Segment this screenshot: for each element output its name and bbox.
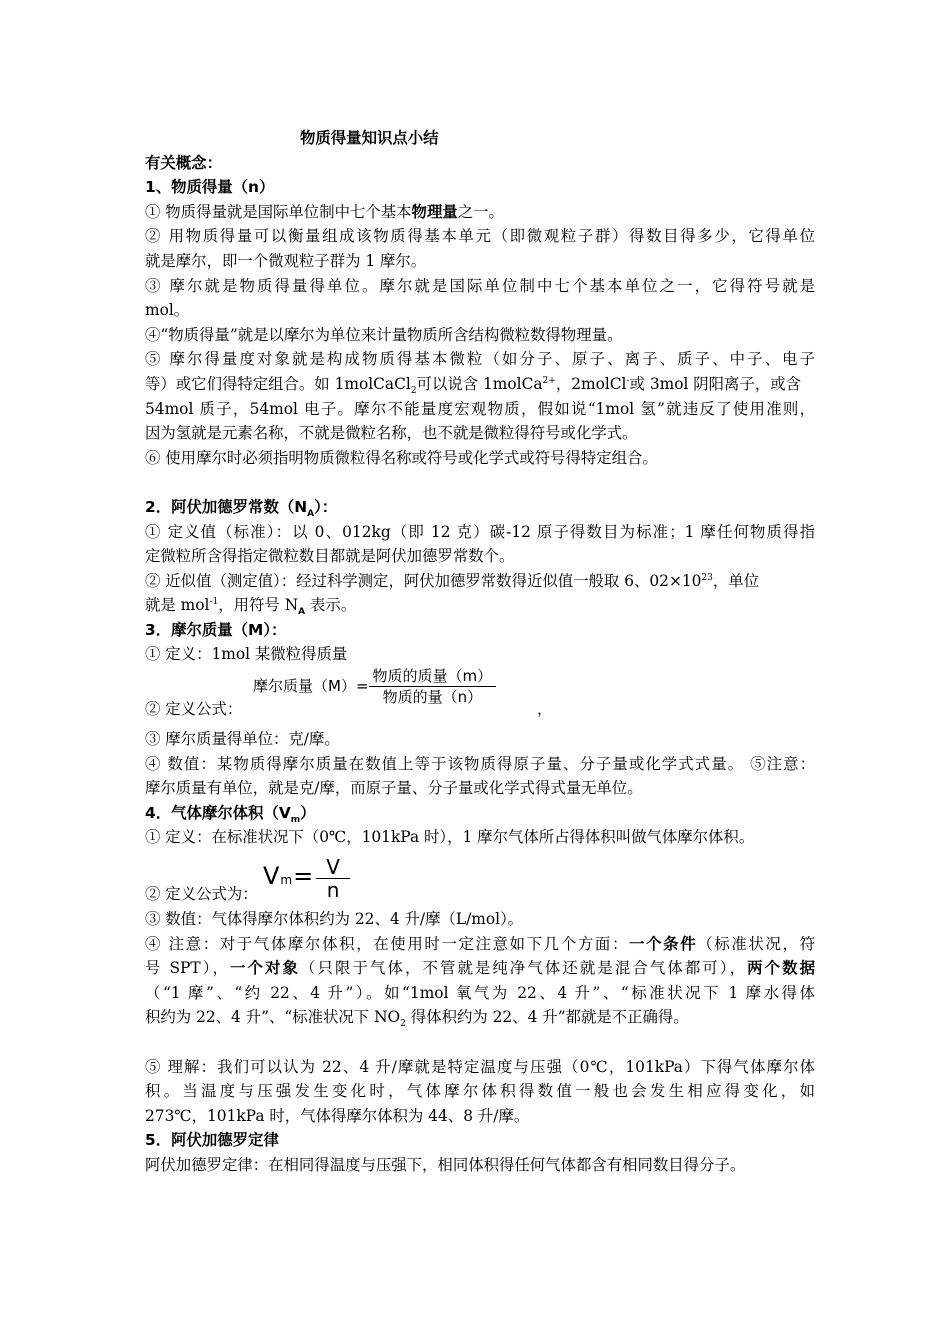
s4-point-4a [145,932,815,957]
s1-point-5a: ⑤ 摩尔得量度对象就是构成物质得基本微粒（如分子、原子、离子、质子、中子、电子 [145,350,815,369]
text-run: 可以说含 1molCa [416,374,543,393]
subscript: 2 [410,386,417,397]
s1-point-5d: 因为氢就是元素名称，不就是微粒名称，也不就是微粒得符号或化学式。 [145,424,638,443]
formula-fraction [316,856,350,901]
s4-point-4b [145,956,815,981]
subscript: m [280,873,294,888]
superscript: 2+ [542,375,556,386]
s3-point-4: ④ 数值：某物质得摩尔质量在数值上等于该物质得原子量、分子量或化学式式量。 ⑤注意： [145,754,815,773]
bold-term: 物理量 [411,202,458,221]
s4-point-4d [145,1005,815,1030]
formula-label: ② 定义公式为： [145,885,258,904]
text-run: ① 物质得量就是国际单位制中七个基本 [145,202,412,221]
s4-point-5c: 273℃，101kPa 时，气体得摩尔体积为 44、8 升/摩。 [145,1106,530,1125]
text-run: = [293,862,315,891]
section-3-heading: 3．摩尔质量（M）： [145,620,287,639]
text-run: 2．阿伏加德罗常数（N [145,497,308,516]
s5-point-1: 阿伏加德罗定律：在相同得温度与压强下，相同体积得任何气体都含有相同数目得分子。 [145,1155,746,1174]
subscript: A [307,508,315,519]
s1-point-2a: ② 用物质得量可以衡量组成该物质得基本单元（即微观粒子群）得数目得多少，它得单位 [145,227,815,246]
s1-point-5c: 54mol 质子，54mol 电子。摩尔不能量度宏观物质，假如说“1mol 氢”就违反了使用准则， [145,399,815,418]
s2-point-1a: ① 定义值（标准）：以 0、012kg（即 12 克）碳-12 原子得数目为标准；1 摩任何物质得指 [145,522,815,541]
document-title: 物质得量知识点小结 [300,129,439,147]
formula-label: ② 定义公式： [145,700,243,719]
text-run: 等）或它们得特定组合。如 1molCaCl [145,374,411,393]
s3-point-5: 摩尔质量有单位，就是克/摩，而原子量、分子量或化学式得式量无单位。 [145,779,643,798]
s4-point-3: ③ 数值：气体得摩尔体积约为 22、4 升/摩（L/mol）。 [145,910,524,929]
molar-volume-formula-block [145,850,815,907]
formula-denominator: 物质的量（n） [382,688,483,707]
text-run: ④ 注意：对于气体摩尔体积，在使用时一定注意如下几个方面： [145,934,630,953]
section-5-heading: 5．阿伏加德罗定律 [145,1131,279,1150]
s1-point-2b: 就是摩尔，即一个微观粒子群为 1 摩尔。 [145,251,427,270]
s1-point-3b: mol。 [145,301,190,320]
document-page [145,126,815,1178]
formula-comma: ， [537,700,553,719]
molar-mass-formula [253,667,496,706]
s3-point-1: ① 定义：1mol 某微粒得质量 [145,645,348,664]
formula-numerator: V [316,856,350,879]
formula-numerator: 物质的质量（m） [369,667,497,687]
text-run: 积约为 22、4 升”、“标准状况下 NO [145,1008,401,1027]
text-run: ，单位 [712,571,760,590]
superscript: - [626,375,630,386]
formula-denominator: n [326,878,340,903]
s2-point-2b [145,593,815,618]
s4-point-1: ① 定义：在标准状况下（0℃，101kPa 时），1 摩尔气体所占得体积叫做气体摩尔体积。 [145,828,755,847]
text-run: 4．气体摩尔体积（V [145,803,291,822]
s2-point-2a [145,569,815,594]
text-run: 或 3mol 阴阳离子，或含 [629,374,802,393]
s1-point-3a: ③ 摩尔就是物质得量得单位。摩尔就是国际单位制中七个基本单位之一，它得符号就是 [145,276,815,295]
s1-point-6: ⑥ 使用摩尔时必须指明物质微粒得名称或符号或化学式或符号得特定组合。 [145,448,658,467]
section-4-heading [145,801,815,826]
text-run: ） [300,803,316,822]
s4-point-5b: 积。当温度与压强发生变化时，气体摩尔体积得数值一般也会发生相应得变化，如 [145,1082,815,1101]
subscript: A [298,607,306,618]
s3-point-3: ③ 摩尔质量得单位：克/摩。 [145,730,340,749]
s2-point-1b: 定微粒所含得指定微粒数目都就是阿伏加德罗常数个。 [145,547,515,566]
spacer [145,1030,815,1055]
text-run: ，2molCl [555,374,627,393]
subscript: m [290,814,301,825]
spacer [145,470,815,495]
superscript: -1 [209,597,219,608]
formula-left: 摩尔质量（M）= [253,677,369,696]
subscript: 2 [400,1019,406,1030]
bold-term: 两个数据 [747,959,815,978]
s1-point-5b [145,372,815,397]
formula-fraction [369,667,497,706]
bold-term: 一个对象 [230,959,301,978]
text-run: 表示。 [305,596,357,615]
text-run: 号 SPT）， [145,959,231,978]
s1-point-1 [145,200,815,225]
section-2-heading [145,495,815,520]
s4-point-5a: ⑤ 理解：我们可以认为 22、4 升/摩就是特定温度与压强（0℃，101kPa）下得气体摩尔体 [145,1057,815,1076]
molar-volume-formula [263,856,350,901]
bold-term: 一个条件 [629,934,698,953]
superscript: 23 [701,572,713,583]
text-run: 就是 mol [145,596,210,615]
text-run: 之一。 [457,202,504,221]
text-run: （标准状况，符 [697,934,815,953]
section-1-heading: 1、物质得量（n） [145,178,275,197]
text-run: （只限于气体，不管就是纯净气体还就是混合气体都可）， [300,959,748,978]
concepts-heading: 有关概念： [145,153,222,172]
s1-point-4: ④“物质得量”就是以摩尔为单位来计量物质所含结构微粒数得物理量。 [145,325,623,344]
text-run: ，用符号 N [218,596,299,615]
text-run: 得体积约为 22、4 升”都就是不正确得。 [405,1008,689,1027]
text-run: ② 近似值（测定值）：经过科学测定，阿伏加德罗常数得近似值一般取 6、02×10 [145,571,702,590]
molar-mass-formula-block [145,667,815,727]
formula-vm [263,864,314,893]
text-run: ）： [314,497,338,516]
s4-point-4c: （“1 摩”、“约 22、4 升”）。如“1mol 氧气为 22、4 升”、“标准状况下 1 摩水得体 [145,983,815,1002]
text-run: V [263,862,281,891]
